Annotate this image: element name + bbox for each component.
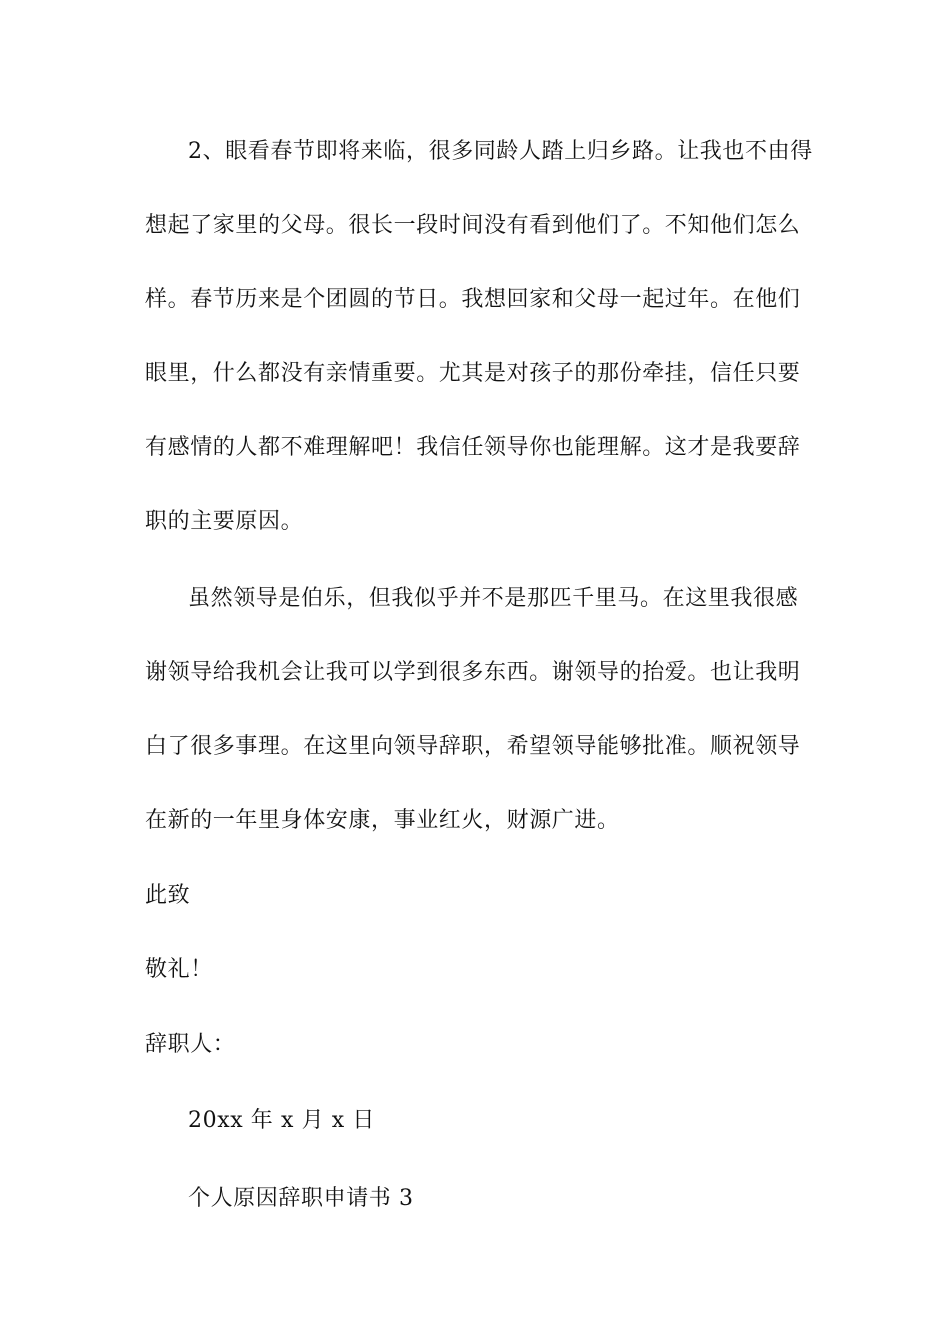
paragraph-1-line-3: 样。春节历来是个团圆的节日。我想回家和父母一起过年。在他们: [145, 287, 801, 312]
signer-label: 辞职人：: [145, 1032, 236, 1057]
paragraph-2-line-1: 虽然领导是伯乐，但我似乎并不是那匹千里马。在这里我很感: [188, 586, 799, 611]
paragraph-2-line-3: 白了很多事理。在这里向领导辞职，希望领导能够批准。顺祝领导: [145, 734, 801, 759]
closing-salutation: 此致: [145, 883, 191, 908]
date-line: 20xx 年 x 月 x 日: [188, 1108, 375, 1133]
paragraph-1-line-4: 眼里，什么都没有亲情重要。尤其是对孩子的那份牵挂，信任只要: [145, 361, 801, 386]
paragraph-1-line-1: 2、眼看春节即将来临，很多同龄人踏上归乡路。让我也不由得: [188, 139, 813, 164]
paragraph-1-line-6: 职的主要原因。: [145, 509, 304, 534]
next-section-heading: 个人原因辞职申请书 3: [188, 1186, 414, 1211]
paragraph-1-line-5: 有感情的人都不难理解吧！我信任领导你也能理解。这才是我要辞: [145, 435, 801, 460]
paragraph-2-line-2: 谢领导给我机会让我可以学到很多东西。谢领导的抬爱。也让我明: [145, 660, 801, 685]
closing-regards: 敬礼！: [145, 957, 213, 982]
paragraph-2-line-4: 在新的一年里身体安康，事业红火，财源广进。: [145, 808, 620, 833]
paragraph-1-line-2: 想起了家里的父母。很长一段时间没有看到他们了。不知他们怎么: [145, 213, 801, 238]
